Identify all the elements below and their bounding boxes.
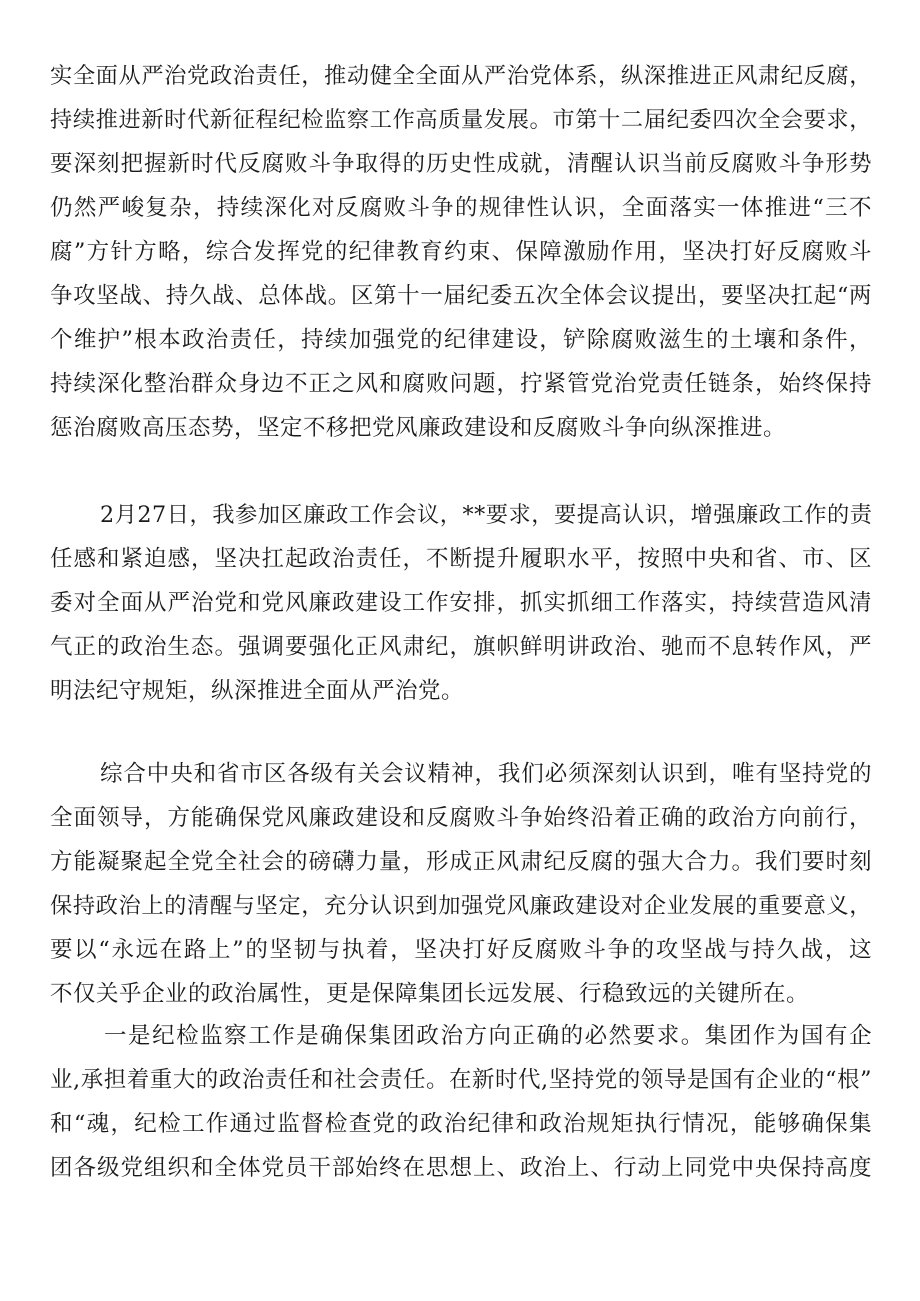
- text-line: 实全面从严治党政治责任，推动健全全面从严治党体系，纵深推进正风肃纪反腐，: [50, 63, 872, 89]
- text-line: 2月27日，我参加区廉政工作会议，**要求，要提高认识，增强廉政工作的责: [100, 502, 873, 528]
- text-line: 保持政治上的清醒与坚定，充分认识到加强党风廉政建设对企业发展的重要意义，: [50, 893, 872, 919]
- text-line: 要深刻把握新时代反腐败斗争取得的历史性成就，清醒认识当前反腐败斗争形势: [50, 151, 872, 177]
- text-line: 业,承担着重大的政治责任和社会责任。在新时代,坚持党的领导是国有企业的“根”: [50, 1067, 872, 1093]
- text-line: 一是纪检监察工作是确保集团政治方向正确的必然要求。集团作为国有企: [104, 1023, 872, 1049]
- text-line: 气正的政治生态。强调要强化正风肃纪，旗帜鲜明讲政治、驰而不息转作风，严: [50, 634, 872, 660]
- text-line: 要以“永远在路上”的坚韧与执着，坚决打好反腐败斗争的攻坚战与持久战，这: [50, 937, 872, 963]
- paragraph-4: [50, 1014, 872, 1190]
- text-line: 腐”方针方略，综合发挥党的纪律教育约束、保障激励作用，坚决打好反腐败斗: [50, 239, 872, 265]
- text-line: 争攻坚战、持久战、总体战。区第十一届纪委五次全体会议提出，要坚决扛起“两: [50, 283, 872, 309]
- text-line: 综合中央和省市区各级有关会议精神，我们必须深刻认识到，唯有坚持党的: [100, 761, 872, 787]
- text-line: 全面领导，方能确保党风廉政建设和反腐败斗争始终沿着正确的政治方向前行，: [50, 805, 872, 831]
- paragraph-3: [50, 752, 872, 1016]
- text-line: 不仅关乎企业的政治属性，更是保障集团长远发展、行稳致远的关键所在。: [50, 981, 810, 1007]
- text-line: 方能凝聚起全党全社会的磅礴力量，形成正风肃纪反腐的强大合力。我们要时刻: [50, 849, 872, 875]
- text-line: 个维护”根本政治责任，持续加强党的纪律建设，铲除腐败滋生的土壤和条件，: [50, 327, 872, 353]
- text-line: 团各级党组织和全体党员干部始终在思想上、政治上、行动上同党中央保持高度: [50, 1155, 872, 1181]
- text-line: 持续推进新时代新征程纪检监察工作高质量发展。市第十二届纪委四次全会要求，: [50, 107, 872, 133]
- text-line: 惩治腐败高压态势，坚定不移把党风廉政建设和反腐败斗争向纵深推进。: [50, 415, 787, 441]
- text-line: 任感和紧迫感，坚决扛起政治责任，不断提升履职水平，按照中央和省、市、区: [50, 546, 872, 572]
- paragraph-1: [50, 54, 872, 450]
- text-line: 和“魂，纪检工作通过监督检查党的政治纪律和政治规矩执行情况，能够确保集: [50, 1111, 872, 1137]
- paragraph-2: [50, 493, 872, 713]
- text-line: 委对全面从严治党和党风廉政建设工作安排，抓实抓细工作落实，持续营造风清: [50, 590, 872, 616]
- text-line: 明法纪守规矩，纵深推进全面从严治党。: [50, 678, 465, 704]
- text-line: 持续深化整治群众身边不正之风和腐败问题，拧紧管党治党责任链条，始终保持: [50, 371, 872, 397]
- text-line: 仍然严峻复杂，持续深化对反腐败斗争的规律性认识，全面落实一体推进“三不: [50, 195, 872, 221]
